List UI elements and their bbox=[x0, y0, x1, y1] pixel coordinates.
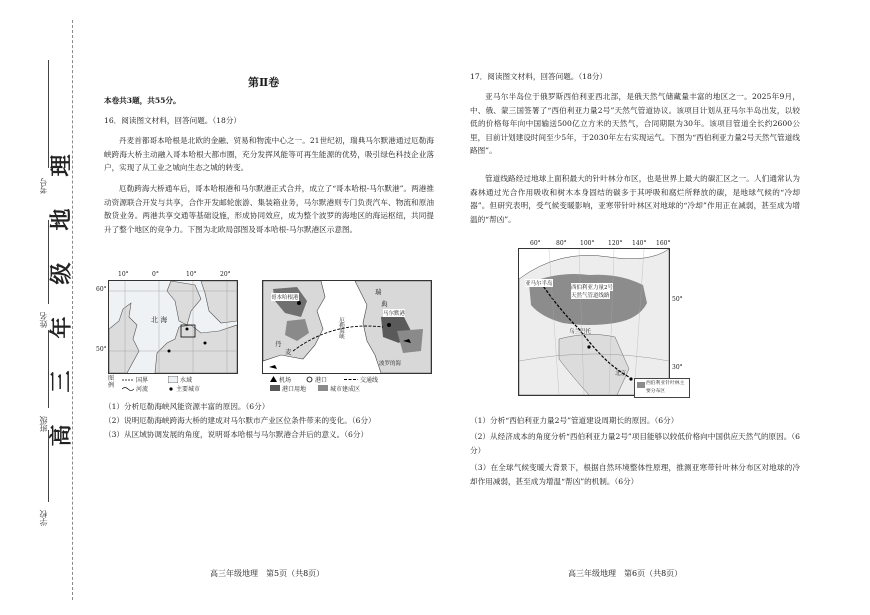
q16-paragraph-1: 丹麦首都哥本哈根是北欧的金融、贸易和物流中心之一。21世纪初，瑞典马尔默港通过厄勒海峡跨海大桥主动融入哥本哈根大都市圈，充分发挥风能等可再生能源的优势，吸引绿色科技企业落户，实现了从工业之城向生态之城的转变。 bbox=[104, 136, 434, 173]
denmark-label-2: 麦 bbox=[285, 348, 292, 356]
map1-lat-50: 50° bbox=[96, 346, 107, 353]
class-label: 班级 bbox=[39, 416, 48, 432]
port-legend-icon bbox=[306, 376, 313, 383]
q17-question-2: （2）从经济成本的角度分析“西伯利亚力量2号”项目能够以较低价格向中国供应天然气的原因。（6分） bbox=[470, 432, 800, 455]
water-legend-icon bbox=[168, 376, 178, 383]
map3-lon-100: 100° bbox=[580, 240, 595, 247]
q17-paragraph-2: 管道线路经过地球上面积最大的针叶林分布区，也是世界上最大的碳汇区之一。人们通常认为森林通过光合作用吸收和树木本身固结的碳多于其呼吸和腐烂所释放的碳，是地球气候的“冷却器”。但研究表明，受气候变暖影响，亚寒带针叶林区对地球的“冷却”作用正在减弱，甚至成为增温的“帮凶”。 bbox=[470, 174, 800, 224]
baltic-sea-label: 波罗的海 bbox=[379, 361, 402, 367]
sweden-label-2: 典 bbox=[381, 300, 388, 308]
legend-border: 国界 bbox=[136, 377, 149, 384]
q16-question-2: （2）说明厄勒海峡跨海大桥的建成对马尔默市产业区位条件带来的变化。（6分） bbox=[104, 416, 376, 425]
q17-heading: 17．阅读图文材料，回答问题。（18分） bbox=[470, 72, 608, 81]
taiga-legend-icon bbox=[637, 382, 645, 388]
map1-legend-title: 图 例 bbox=[108, 375, 115, 389]
exam-no-label: 考号 bbox=[39, 178, 48, 194]
q16-heading: 16．阅读图文材料，回答问题。（18分） bbox=[104, 116, 242, 125]
ulaanbaatar-label: 乌兰巴托 bbox=[569, 329, 592, 335]
exam-no-field[interactable] bbox=[48, 60, 49, 168]
north-europe-map-svg bbox=[109, 281, 237, 373]
map1-lat-60: 60° bbox=[96, 286, 107, 293]
legend-port: 港口 bbox=[315, 377, 328, 384]
right-page-footer: 高三年级地理 第6页（共8页） bbox=[568, 569, 683, 578]
copenhagen-malmo-map bbox=[262, 280, 432, 374]
traffic-legend-icon bbox=[344, 377, 358, 382]
map3-lat-30: 30° bbox=[672, 364, 683, 371]
denmark-label-1: 丹 bbox=[275, 340, 282, 348]
legend-airport: 机场 bbox=[279, 377, 292, 384]
q16-paragraph-2: 厄勒跨海大桥通车后，哥本哈根港和马尔默港正式合并，成立了“哥本哈根-马尔默港”。两港推动资源联合开发与共享，合作开发邮轮旅游、集装箱业务，马尔默港则专门负责汽车、物流和原油散货业务。两港共享交通等基础设施，形成协同效应，成为整个波罗的海地区的海运枢纽，共同提升了整个地区的竞争力。下图为北欧局部图及哥本哈根-马尔默港区示意图。 bbox=[104, 184, 434, 234]
map1-lon-20e: 20° bbox=[220, 271, 231, 278]
name-label: 姓名 bbox=[39, 312, 48, 328]
title-char-3: 年 bbox=[48, 316, 75, 339]
beijing-label: 北京 bbox=[615, 371, 627, 377]
title-char-4: 级 bbox=[48, 262, 75, 285]
taiga-legend bbox=[634, 378, 690, 398]
legend-river: 河流 bbox=[136, 386, 149, 393]
title-char-6: 理 bbox=[48, 154, 75, 177]
q16-question-1: （1）分析厄勒海峡风能资源丰富的原因。（6分） bbox=[104, 402, 270, 411]
q16-question-3: （3）从区域协调发展的角度，说明哥本哈根与马尔默港合并后的意义。（6分） bbox=[104, 430, 369, 439]
taiga-legend-label: 西伯利亚针叶林主要分布区 bbox=[646, 381, 685, 394]
yamal-label: 亚马尔半岛 bbox=[525, 281, 553, 287]
binding-dashed-line bbox=[72, 20, 73, 600]
map1-lon-10e: 10° bbox=[186, 271, 197, 278]
q17-question-1: （1）分析“西伯利亚力量2号”管道建设周期长的原因。（6分） bbox=[470, 416, 679, 425]
legend-city: 主要城市 bbox=[176, 386, 201, 393]
map1-lon-10w: 10° bbox=[118, 271, 129, 278]
oresund-label: 厄勒海峡 bbox=[338, 317, 344, 339]
pipeline-route-map bbox=[518, 248, 670, 396]
map3-lat-50: 50° bbox=[672, 296, 683, 303]
title-char-5: 地 bbox=[48, 208, 75, 231]
map1-lon-0: 0° bbox=[152, 271, 159, 278]
north-sea-label: 北 海 bbox=[151, 316, 168, 324]
pipeline-route-label: 天然气管道线路 bbox=[571, 293, 610, 299]
malmo-port-label: 马尔默港 bbox=[383, 311, 406, 317]
map3-lon-60: 60° bbox=[530, 240, 541, 247]
section-intro: 本卷共3题，共55分。 bbox=[104, 96, 181, 105]
airport-legend-icon bbox=[270, 376, 277, 383]
river-legend-icon bbox=[122, 386, 134, 392]
section-title: 第Ⅱ卷 bbox=[248, 76, 280, 89]
q17-paragraph-1: 亚马尔半岛位于俄罗斯西伯利亚西北部，是俄天然气储藏量丰富的地区之一。2025年9月，中、俄、蒙三国签署了“西伯利亚力量2号”天然气管道协议。该项目计划从亚马尔半岛出发，以较低的价格每年向中国输送500亿立方米的天然气，合同期限为30年。该项目管道全长约2600公里，目前计划建设时间至少5年，于2030年左右实现运气。下图为“西伯利亚力量2号天然气管道线路图”。 bbox=[470, 92, 800, 156]
port-land-legend-icon bbox=[270, 385, 280, 391]
map3-lon-140: 140° bbox=[632, 240, 647, 247]
title-char-2: 三 bbox=[48, 370, 75, 393]
map3-lon-80: 80° bbox=[556, 240, 567, 247]
power-of-siberia-label: 西伯利亚力量2号 bbox=[571, 285, 613, 291]
legend-port-land: 港口用地 bbox=[282, 386, 307, 393]
copenhagen-port-label: 哥本哈根港 bbox=[271, 295, 299, 301]
legend-traffic: 交通线 bbox=[360, 377, 379, 384]
school-label: 学校 bbox=[39, 510, 48, 526]
q17-question-3: （3）在全球气候变暖大背景下，根据自然环境整体性原理，推测亚寒带针叶林分布区对地球的冷却作用减弱，甚至成为增温“帮凶”的机制。（6分） bbox=[470, 463, 800, 486]
pipeline-route-map-svg bbox=[519, 249, 669, 395]
city-legend-icon bbox=[168, 386, 174, 392]
sweden-label-1: 瑞 bbox=[375, 288, 382, 296]
border-legend-icon bbox=[122, 377, 134, 383]
map3-lon-120: 120° bbox=[608, 240, 623, 247]
legend-water: 水域 bbox=[180, 377, 193, 384]
north-europe-map bbox=[108, 280, 238, 374]
legend-urban-area: 城市建成区 bbox=[330, 386, 361, 393]
map3-lon-160: 160° bbox=[656, 240, 671, 247]
left-page-footer: 高三年级地理 第5页（共8页） bbox=[210, 569, 325, 578]
urban-area-legend-icon bbox=[318, 385, 328, 391]
title-char-1: 高 bbox=[48, 424, 75, 447]
